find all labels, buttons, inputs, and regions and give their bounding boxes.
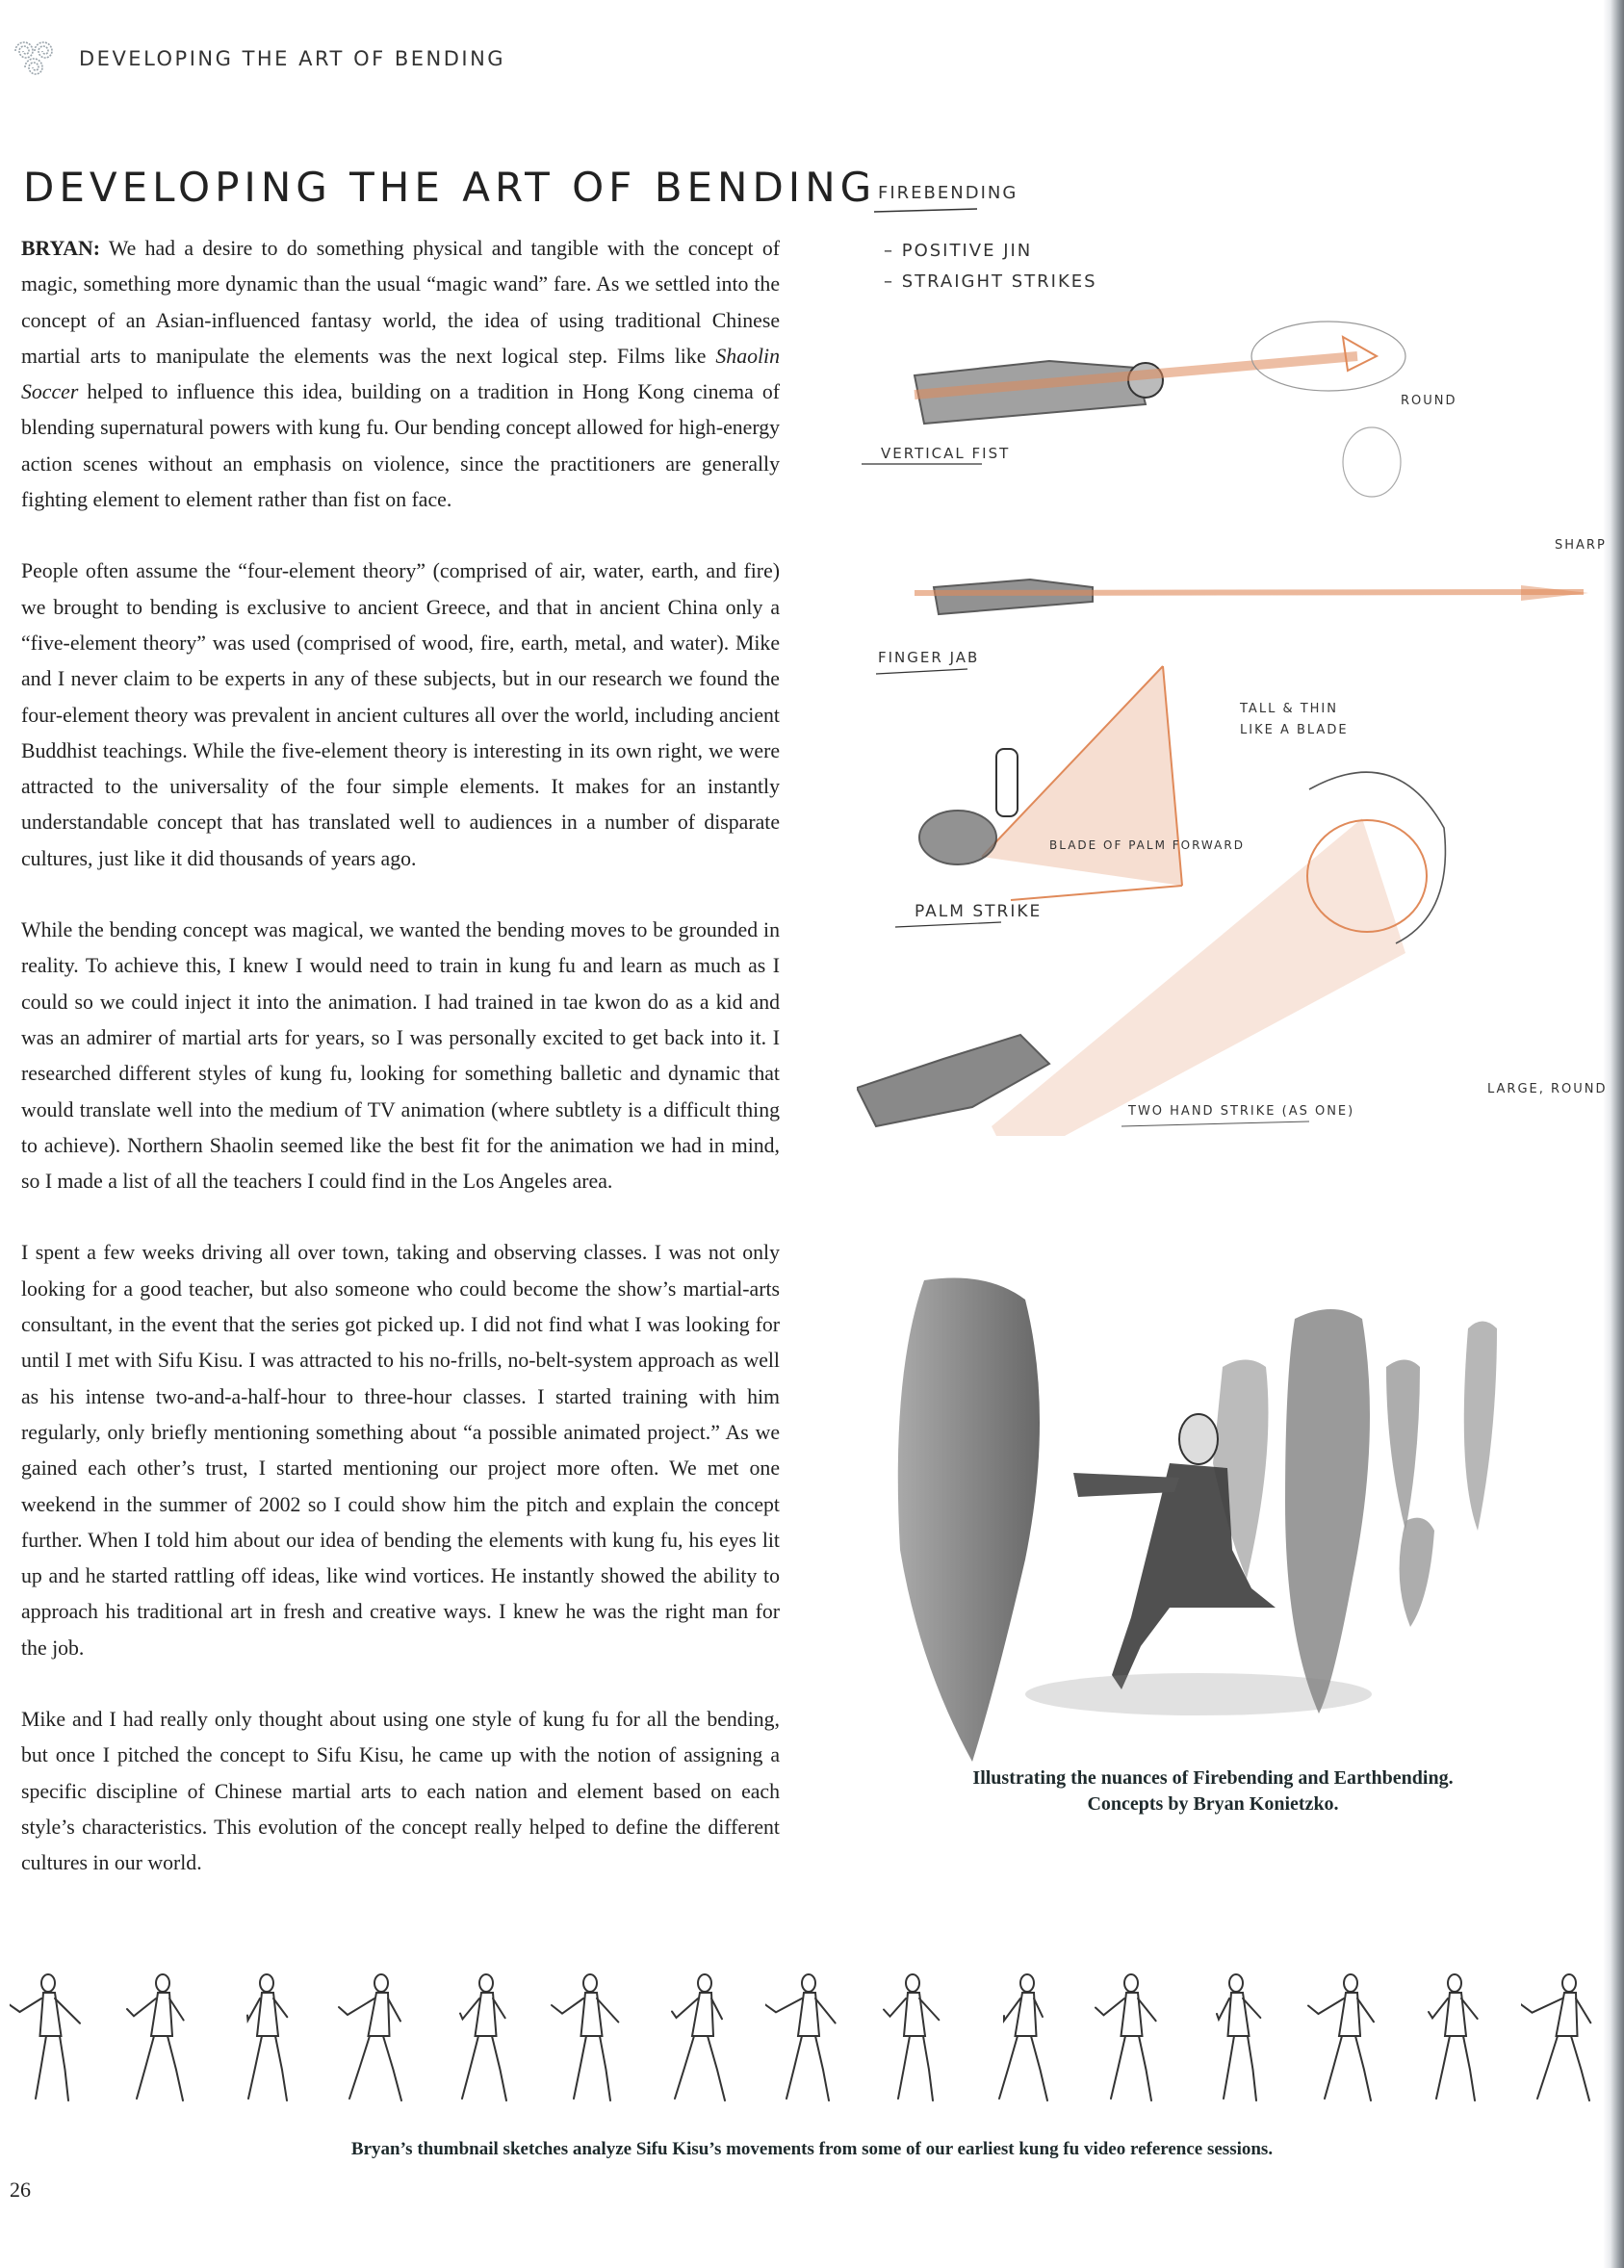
figure-thumbnail — [117, 1964, 204, 2108]
figure-thumbnail — [981, 1964, 1068, 2108]
paragraph: Mike and I had really only thought about using one style of kung fu for all the bending, but once I pitched the concept to Sifu Kisu, he came up with the notion of assigning a specific discipline of Chinese martial arts to each nation and element based on each style’s characteristics. This evolution of the concept really helped to define the different cultures in our world. — [21, 1707, 780, 1875]
label-two-hand-strike: TWO HAND STRIKE (AS ONE) — [1128, 1104, 1355, 1119]
firebending-drawing — [857, 164, 1608, 1136]
label-vertical-fist: VERTICAL FIST — [881, 445, 1011, 462]
running-head — [10, 35, 505, 83]
chapter-title: DEVELOPING THE ART OF BENDING — [23, 164, 877, 211]
label-like-blade: LIKE A BLADE — [1240, 723, 1349, 737]
paragraph: I spent a few weeks driving all over town, taking and observing classes. I was not only looking for a good teacher, but also someone who could become the show’s martial-arts consultant, in the event that the series got picked up. I did not find what I was looking for until I met with Sifu Kisu. I was attracted to his no-frills, no-belt-system approach as well as his intense two-and-a-half-hour to three-hour classes. I started training with him regularly, only briefly mentioning something about “a possible animated project.” As we gained each other’s trust, I started mentioning our project more often. We met one weekend in the summer of 2002 so I could show him the pitch and explain the concept further. When I told him about our idea of bending the elements with kung fu, his eyes lit up and he started rattling off ideas, like wind vortices. He instantly showed the ability to approach his traditional art in fresh and creative ways. I knew he was the right man for the job. — [21, 1241, 780, 1660]
page-number: 26 — [10, 2178, 31, 2202]
rock-slab — [1464, 1322, 1497, 1532]
paragraph — [21, 231, 780, 518]
label-tall-thin: TALL & THIN — [1240, 702, 1338, 716]
figure-thumbnail — [1089, 1964, 1175, 2108]
figure-thumbnail — [442, 1964, 528, 2108]
thumbnail-sketch-strip — [10, 1964, 1608, 2108]
rock-slab — [1386, 1360, 1420, 1532]
figure-thumbnail — [657, 1964, 744, 2108]
figure-thumbnail — [550, 1964, 636, 2108]
sketch-note: – POSITIVE JIN — [884, 241, 1033, 261]
speaker-label: BRYAN: — [21, 237, 100, 260]
thumbnail-caption: Bryan’s thumbnail sketches analyze Sifu Kisu’s movements from some of our earliest kung fu video reference sessions. — [350, 2139, 1274, 2159]
label-sharp: SHARP — [1555, 538, 1607, 553]
paragraph-text: helped to influence this idea, building on a tradition in Hong Kong cinema of blending supernatural powers with kung fu. Our bending concept allowed for high-energy action scenes without an emphasis on violence, since the practitioners are generally fighting element to element rather than fist on face. — [21, 380, 780, 512]
caption-line: Illustrating the nuances of Firebending and Earthbending. — [972, 1767, 1454, 1789]
figure-thumbnail — [1521, 1964, 1608, 2108]
label-finger-jab: FINGER JAB — [878, 649, 980, 666]
rock-slab — [1285, 1309, 1370, 1714]
finger-jab-sketch — [915, 580, 1588, 614]
figure-thumbnail — [873, 1964, 960, 2108]
figure-thumbnail — [1413, 1964, 1500, 2108]
figure-thumbnail — [225, 1964, 312, 2108]
sketch-heading: FIREBENDING — [878, 183, 1018, 203]
figure-thumbnail — [1305, 1964, 1392, 2108]
sketch-note: – STRAIGHT STRIKES — [884, 271, 1097, 292]
figure-thumbnail — [765, 1964, 852, 2108]
vertical-fist-sketch — [915, 322, 1405, 497]
label-round: ROUND — [1401, 394, 1457, 408]
firebending-sketch — [857, 164, 1608, 1136]
label-blade-of-palm: BLADE OF PALM FORWARD — [1049, 838, 1245, 852]
earthbending-drawing — [881, 1261, 1612, 1762]
label-palm-strike: PALM STRIKE — [915, 902, 1043, 921]
rock-slab — [898, 1278, 1040, 1763]
running-head-title: DEVELOPING THE ART OF BENDING — [79, 47, 506, 70]
paragraph-text: We had a desire to do something physical and tangible with the concept of magic, something more dynamic than the usual “magic wand” fare. As we settled into the concept of an Asian-influenced fantasy world, the idea of using traditional Chinese martial arts to manipulate the elements was the next logical step. Films like — [21, 237, 780, 368]
palm-strike-sketch — [919, 666, 1182, 900]
caption-line: Concepts by Bryan Konietzko. — [1087, 1793, 1339, 1815]
illustration-caption — [905, 1765, 1521, 1817]
film-title: Shaolin Soccer — [21, 344, 780, 404]
paragraph: While the bending concept was magical, we wanted the bending moves to be grounded in reality. To achieve this, I knew I would need to train in kung fu and learn as much as I could so we could inject it into the animation. I had trained in tae kwon do as a kid and was an admirer of martial arts for years, so I was personally excited to get back into it. I researched different styles of kung fu, looking for something balletic and dynamic that would translate well into the medium of TV animation (where subtlety is a difficult thing to achieve). Northern Shaolin seemed like the best fit for the animation we had in mind, so I made a list of all the teachers I could find in the Los Angeles area. — [21, 918, 780, 1194]
earthbending-illustration — [881, 1261, 1612, 1762]
rock-slab — [1400, 1518, 1434, 1627]
figure-thumbnail — [1198, 1964, 1284, 2108]
paragraph: People often assume the “four-element theory” (comprised of air, water, earth, and fire) we brought to bending is exclusive to ancient Greece, and that in ancient China only a “five-element theory” was used (comprised of wood, fire, earth, metal, and water). Mike and I never claim to be experts in any of these subjects, but in our research we found the four-element theory was prevalent in ancient cultures all over the world, including ancient Buddhist teachings. While the five-element theory is interesting in its own right, we were attracted to the universality of the four simple elements. It makes for an instantly understandable concept that has translated well to audiences in a number of disparate cultures, just like it did thousands of years ago. — [21, 559, 780, 870]
air-nomad-triple-spiral-icon — [10, 35, 58, 83]
figure-thumbnail — [10, 1964, 96, 2108]
figure-thumbnail — [333, 1964, 420, 2108]
label-large-round: LARGE, ROUND — [1487, 1082, 1608, 1096]
body-text — [21, 231, 780, 1917]
